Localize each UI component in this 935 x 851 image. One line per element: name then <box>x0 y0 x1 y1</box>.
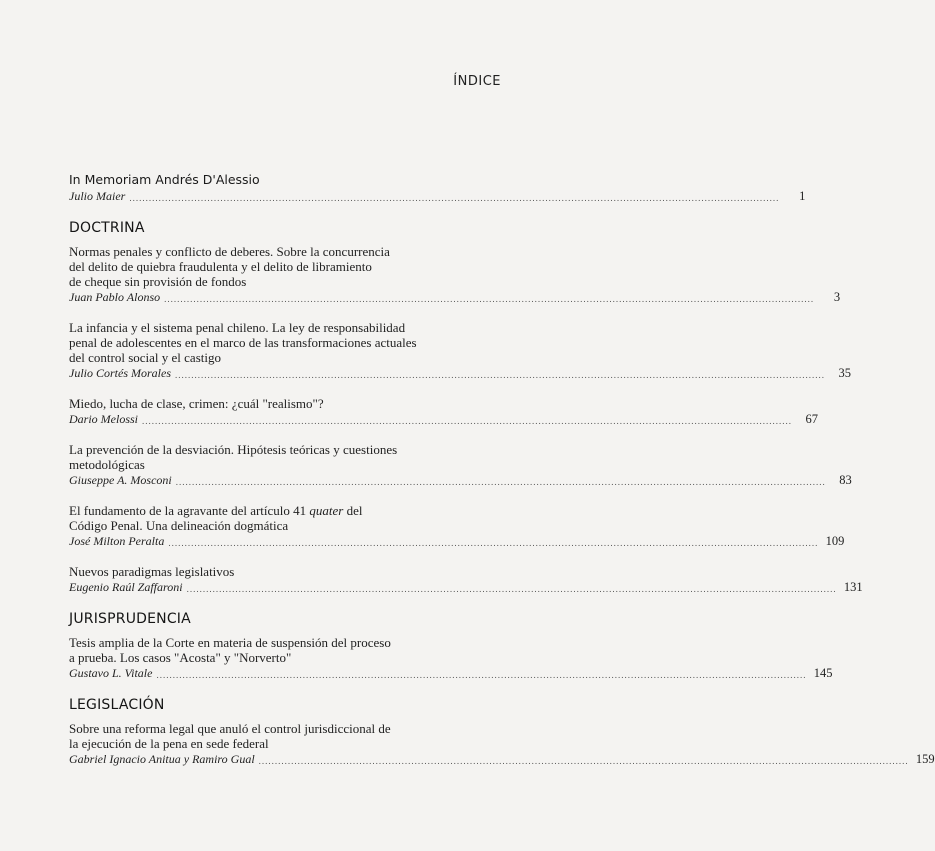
dot-leader: ........................................................................................................................................................................................................ <box>129 193 780 203</box>
entry-title-line: Sobre una reforma legal que anuló el control jurisdiccional de <box>69 721 391 736</box>
entry-page-number: 3 <box>833 290 841 304</box>
entry-page-number: 145 <box>813 666 833 680</box>
dot-leader: ........................................................................................................................................................................................................ <box>142 416 792 426</box>
entry-page-number: 109 <box>825 534 845 548</box>
entry-author: Dario Melossi <box>69 412 138 426</box>
dot-leader: ........................................................................................................................................................................................................ <box>168 538 819 548</box>
section-legislacion <box>69 696 935 767</box>
entry-title-line: penal de adolescentes en el marco de las transformaciones actuales <box>69 335 417 350</box>
toc-entry <box>69 503 845 549</box>
toc-entry <box>69 442 852 488</box>
toc-entry-memoriam <box>69 172 806 204</box>
entry-author: Juan Pablo Alonso <box>69 290 161 304</box>
entry-author: Julio Maier <box>69 189 126 203</box>
entry-title-line: de cheque sin provisión de fondos <box>69 274 247 289</box>
section-title: LEGISLACIÓN <box>69 697 165 713</box>
entry-author: Gabriel Ignacio Anitua y Ramiro Gual <box>69 752 255 766</box>
section-title: DOCTRINA <box>69 220 145 236</box>
author-line <box>69 534 845 549</box>
dot-leader: ........................................................................................................................................................................................................ <box>175 370 825 380</box>
entry-page-number: 67 <box>805 412 818 426</box>
entry-title-line: del delito de quiebra fraudulenta y el delito de libramiento <box>69 259 372 274</box>
toc-entry <box>69 244 841 305</box>
author-line <box>69 580 863 595</box>
toc-entry <box>69 564 863 595</box>
author-line <box>69 412 818 427</box>
entry-title-line: Tesis amplia de la Corte en materia de suspensión del proceso <box>69 635 391 650</box>
author-line <box>69 290 841 305</box>
entry-title-line: metodológicas <box>69 457 145 472</box>
entry-page-number: 35 <box>838 366 851 380</box>
section-title: JURISPRUDENCIA <box>69 611 191 627</box>
entry-title-line: Miedo, lucha de clase, crimen: ¿cuál "realismo"? <box>69 396 324 411</box>
section-doctrina <box>69 219 863 595</box>
entry-title: In Memoriam Andrés D'Alessio <box>69 172 260 187</box>
entry-title-line: Nuevos paradigmas legislativos <box>69 564 235 579</box>
author-line <box>69 752 935 767</box>
entry-title-line: a prueba. Los casos "Acosta" y "Norverto" <box>69 650 292 665</box>
dot-leader: ........................................................................................................................................................................................................ <box>186 584 837 594</box>
entry-title-line: del control social y el castigo <box>69 350 221 365</box>
entry-title-line: Normas penales y conflicto de deberes. Sobre la concurrencia <box>69 244 390 259</box>
toc-entry <box>69 396 818 427</box>
toc-entry <box>69 635 833 681</box>
dot-leader: ........................................................................................................................................................................................................ <box>164 294 815 304</box>
entry-title-line: La infancia y el sistema penal chileno. La ley de responsabilidad <box>69 320 406 335</box>
author-line <box>69 666 833 681</box>
table-of-contents <box>69 172 935 782</box>
entry-author: Giuseppe A. Mosconi <box>69 473 172 487</box>
author-line <box>69 189 806 204</box>
entry-page-number: 83 <box>839 473 852 487</box>
entry-title-line: La prevención de la desviación. Hipótesis teóricas y cuestiones <box>69 442 398 457</box>
author-line <box>69 366 851 381</box>
entry-author: Eugenio Raúl Zaffaroni <box>69 580 183 594</box>
toc-entry <box>69 721 935 767</box>
entry-page-number: 1 <box>799 189 806 203</box>
entry-author: Julio Cortés Morales <box>69 366 171 380</box>
author-line <box>69 473 852 488</box>
dot-leader: ........................................................................................................................................................................................................ <box>156 670 807 680</box>
entry-title-line: la ejecución de la pena en sede federal <box>69 736 269 751</box>
entry-title-line: Código Penal. Una delineación dogmática <box>69 518 289 533</box>
toc-entry <box>69 320 851 381</box>
entry-page-number: 159 <box>915 752 935 766</box>
dot-leader: ........................................................................................................................................................................................................ <box>175 477 826 487</box>
entry-author: José Milton Peralta <box>69 534 165 548</box>
entry-title-line: El fundamento de la agravante del artículo 41 quater del <box>69 503 363 518</box>
dot-leader: ........................................................................................................................................................................................................ <box>258 756 909 766</box>
entry-page-number: 131 <box>843 580 863 594</box>
entry-author: Gustavo L. Vitale <box>69 666 153 680</box>
section-jurisprudencia <box>69 610 833 681</box>
page-title: ÍNDICE <box>453 74 501 89</box>
